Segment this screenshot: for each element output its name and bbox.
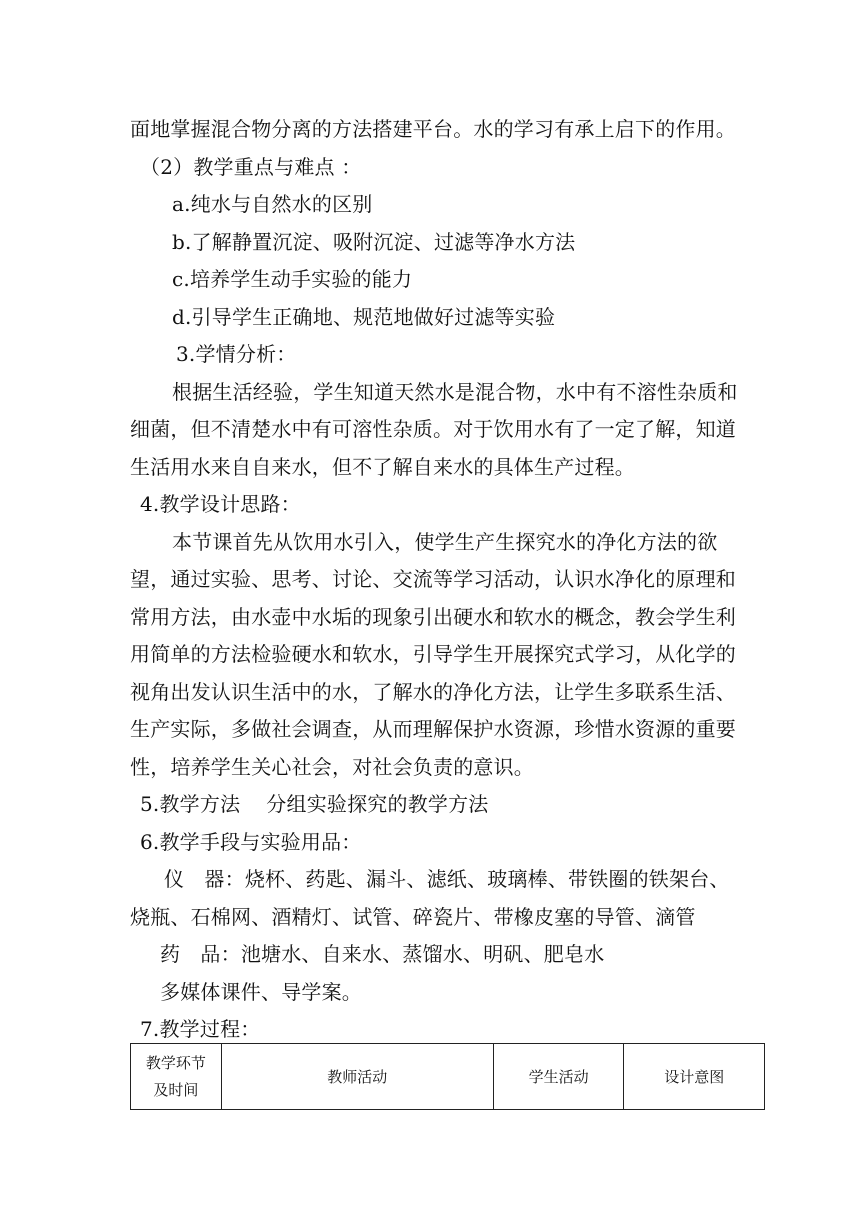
method-value: 分组实验探究的教学方法 [266, 792, 489, 816]
paragraph-line: 用简单的方法检验硬水和软水，引导学生开展探究式学习，从化学的 [130, 642, 736, 666]
paragraph-line: 细菌，但不清楚水中有可溶性杂质。对于饮用水有了一定了解，知道 [130, 417, 736, 441]
section-heading-key-points: （2）教学重点与难点 ： [140, 155, 362, 179]
section-heading-method [140, 791, 780, 817]
section-heading-materials: 6.教学手段与实验用品： [140, 830, 362, 854]
instruments-label: 仪 器： [164, 867, 245, 891]
list-item-d: d.引导学生正确地、规范地做好过滤等实验 [172, 305, 556, 329]
instruments-list: 烧杯、药匙、漏斗、滤纸、玻璃棒、带铁圈的铁架台、 [244, 867, 730, 891]
section-heading-design: 4.教学设计思路： [140, 492, 301, 516]
list-item-b: b.了解静置沉淀、吸附沉淀、过滤等净水方法 [172, 230, 576, 254]
paragraph-line: 性，培养学生关心社会，对社会负责的意识。 [130, 755, 534, 779]
reagents-list: 池塘水、自来水、蒸馏水、明矾、肥皂水 [240, 942, 605, 966]
paragraph-line: 面地掌握混合物分离的方法搭建平台。水的学习有承上启下的作用。 [130, 117, 736, 141]
paragraph-line: 常用方法，由水壶中水垢的现象引出硬水和软水的概念，教会学生利 [130, 605, 736, 629]
reagents-label: 药 品： [160, 942, 241, 966]
header-teacher-activity: 教师活动 [221, 1044, 493, 1110]
paragraph-line: 视角出发认识生活中的水，了解水的净化方法，让学生多联系生活、 [130, 680, 736, 704]
paragraph-line: 本节课首先从饮用水引入，使学生产生探究水的净化方法的欲 [172, 530, 718, 554]
media-line: 多媒体课件、导学案。 [160, 980, 362, 1004]
table-header-row [131, 1044, 765, 1110]
list-item-c: c.培养学生动手实验的能力 [172, 267, 413, 291]
paragraph-line: 根据生活经验，学生知道天然水是混合物，水中有不溶性杂质和 [172, 380, 738, 404]
instruments-line-cont: 烧瓶、石棉网、酒精灯、试管、碎瓷片、带橡皮塞的导管、滴管 [130, 905, 696, 929]
header-design-intent: 设计意图 [624, 1044, 765, 1110]
paragraph-line: 生活用水来自自来水，但不了解自来水的具体生产过程。 [130, 455, 635, 479]
section-heading-analysis: 3.学情分析： [176, 342, 297, 366]
process-table [130, 1043, 765, 1110]
header-stage-time: 教学环节 及时间 [131, 1044, 222, 1110]
section-heading-process: 7.教学过程： [140, 1017, 261, 1041]
instruments-line [164, 866, 804, 892]
header-student-activity: 学生活动 [493, 1044, 624, 1110]
paragraph-line: 生产实际，多做社会调查，从而理解保护水资源，珍惜水资源的重要 [130, 717, 736, 741]
reagents-line [160, 941, 800, 967]
list-item-a: a.纯水与自然水的区别 [172, 192, 373, 216]
paragraph-line: 望，通过实验、思考、讨论、交流等学习活动，认识水净化的原理和 [130, 567, 736, 591]
method-label: 5.教学方法 [140, 792, 241, 816]
